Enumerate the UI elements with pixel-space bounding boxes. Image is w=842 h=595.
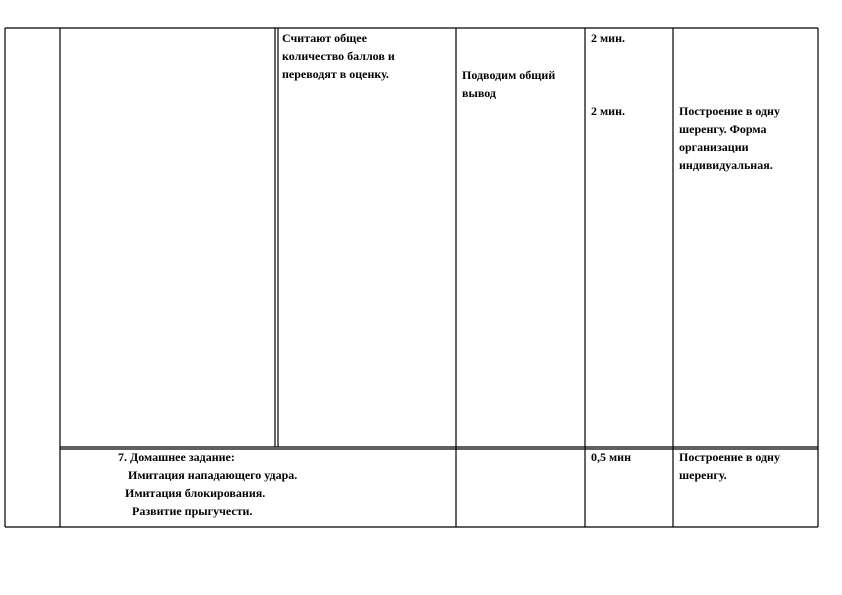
homework-item: Имитация блокирования. xyxy=(125,486,266,500)
organization-line: Построение в одну xyxy=(679,104,780,118)
time-cell: 2 мин. xyxy=(591,31,626,45)
teacher-action-line: вывод xyxy=(462,86,496,100)
homework-item: Развитие прыгучести. xyxy=(132,504,253,518)
homework-title: 7. Домашнее задание: xyxy=(118,450,235,464)
students-action-line: Считают общее xyxy=(282,31,367,45)
students-action-line: переводят в оценку. xyxy=(282,67,389,81)
organization-line: организации xyxy=(679,140,749,154)
teacher-action-line: Подводим общий xyxy=(462,68,556,82)
time-cell: 2 мин. xyxy=(591,104,626,118)
students-action-line: количество баллов и xyxy=(282,49,395,63)
organization-line: шеренгу. Форма xyxy=(679,122,767,136)
organization-line: шеренгу. xyxy=(679,468,727,482)
organization-line: Построение в одну xyxy=(679,450,780,464)
homework-item: Имитация нападающего удара. xyxy=(128,468,298,482)
time-cell: 0,5 мин xyxy=(591,450,632,464)
organization-line: индивидуальная. xyxy=(679,158,773,172)
